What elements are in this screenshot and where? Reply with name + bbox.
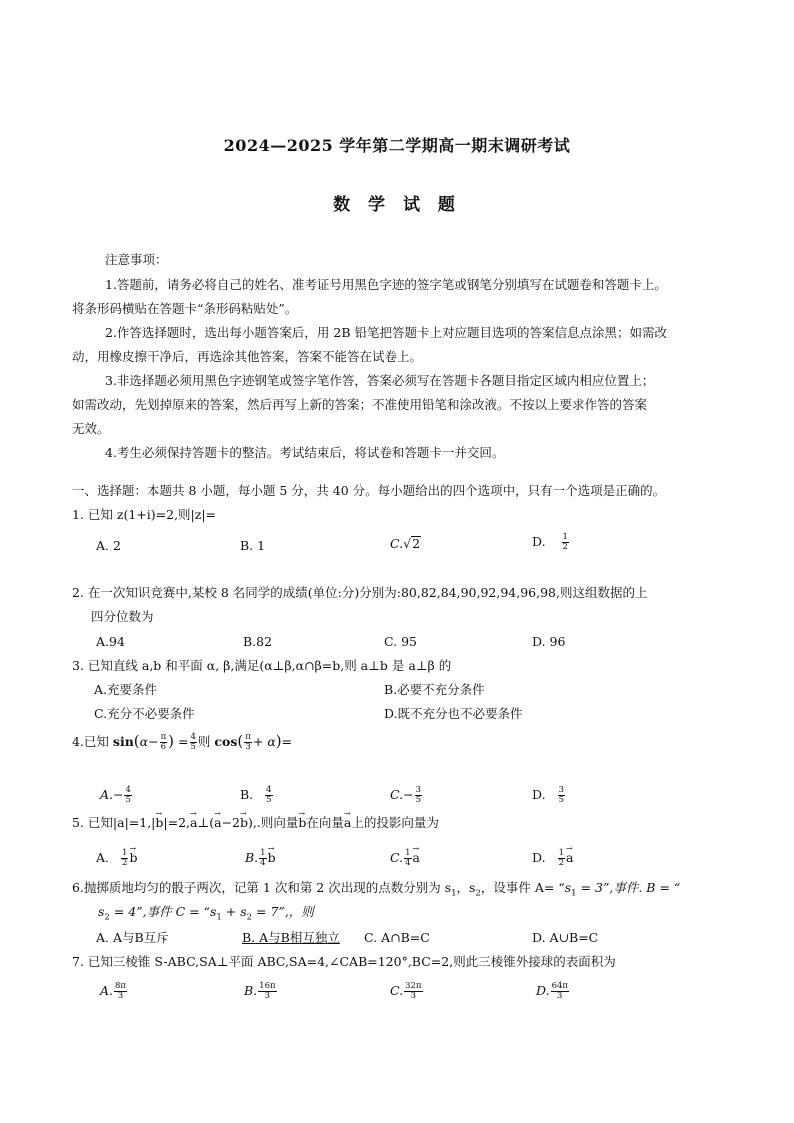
numerator: 1 <box>122 848 128 858</box>
denominator: 5 <box>415 795 421 805</box>
q6-text-7: = 7”,，则 <box>252 904 314 919</box>
q5-option-d <box>532 849 573 868</box>
notice-item-2-line-1: 2.作答选择题时，选出每小题答案后，用 2B 铅笔把答题卡上对应题目选项的答案信息点涂黑；如需改 <box>105 325 668 340</box>
vector-a: → a <box>413 849 420 867</box>
subscript: 2 <box>104 912 110 923</box>
vector-b: → b <box>298 814 306 832</box>
denominator: 3 <box>117 991 124 1001</box>
question-2-stem-line-2: 四分位数为 <box>91 609 154 624</box>
numerator: π <box>160 732 167 742</box>
q6-option-d: D. A∪B=C <box>532 930 599 945</box>
q6-text-3: ，设事件 A= “ <box>480 880 565 895</box>
q6-option-a: A. A与B互斥 <box>96 930 169 945</box>
denominator: 5 <box>125 795 131 805</box>
q1-option-d <box>532 533 570 552</box>
q4-option-c-fraction <box>415 786 422 805</box>
q2-option-b: B.82 <box>243 634 273 649</box>
denominator: 5 <box>190 742 196 752</box>
vector-b: → b <box>155 814 163 832</box>
question-3-stem: 3. 已知直线 a,b 和平面 α, β,满足(α⊥β,α∩β=b,则 a⊥b 是 a⊥β 的 <box>72 658 452 673</box>
q5-text-4: −2 <box>221 815 241 830</box>
subscript: 2 <box>246 912 253 923</box>
q4-option-c-label: C.− <box>390 787 414 802</box>
q7-option-a-label: A. <box>100 983 114 998</box>
q4-alpha-minus: α− <box>139 734 159 749</box>
q7-option-d-label: D. <box>536 983 550 998</box>
denominator: 2 <box>122 858 128 868</box>
q4-option-a <box>100 786 133 805</box>
numerator: π <box>245 732 251 742</box>
question-1-stem: 1. 已知 z(1+i)=2,则|z|= <box>72 507 217 522</box>
denominator: 2 <box>562 542 568 552</box>
q7-option-b-label: B. <box>244 983 258 998</box>
q2-option-c: C. 95 <box>384 634 417 649</box>
denominator: 5 <box>558 795 564 805</box>
q5-option-b-label: B. <box>245 850 259 865</box>
q4-cos: cos <box>214 734 238 749</box>
denominator: 3 <box>410 991 416 1001</box>
q6-text-2: ，s <box>456 880 476 895</box>
numerator: 1 <box>558 848 564 858</box>
vector-a: → a <box>344 814 351 832</box>
q4-option-d <box>532 786 566 805</box>
vector-a: → a <box>190 814 197 832</box>
denominator: 4 <box>260 858 266 868</box>
notice-item-3-line-1: 3.非选择题必须用黑色字迹钢笔或签字笔作答，答案必须写在答题卡各题目指定区域内相应位置上； <box>105 373 655 388</box>
q1-option-c <box>390 535 421 553</box>
q5-option-b-fraction <box>259 849 266 868</box>
notice-item-1-line-2: 将条形码横贴在答题卡“条形码粘贴处”。 <box>72 301 298 316</box>
q6-option-b-text: B. A与B相互独立 <box>242 930 340 945</box>
q5-text-2: |=2, <box>163 815 191 830</box>
notice-item-3-line-2: 如需改动，先划掉原来的答案，然后再写上新的答案；不准使用铅笔和涂改液。不按以上要求作答的答案 <box>72 397 648 412</box>
denominator: 2 <box>558 858 564 868</box>
q5-option-c <box>390 849 420 868</box>
notice-item-4: 4.考生必须保持答题卡的整洁。考试结束后，将试卷和答题卡一并交回。 <box>105 445 505 460</box>
q5-text-1: 5. 已知|a|=1,| <box>72 815 156 830</box>
q6-option-b <box>242 929 340 947</box>
q3-option-b: B.必要不充分条件 <box>384 682 485 697</box>
q1-option-c-label: C. <box>390 536 404 551</box>
q6-option-c: C. A∩B=C <box>364 930 430 945</box>
q6-text-5: = 4”,事件 <box>109 904 172 919</box>
vector-b: → b <box>240 814 248 832</box>
notice-item-3-line-3: 无效。 <box>72 421 110 436</box>
notice-item-1-line-1: 1.答题前，请务必将自己的姓名、准考证号用黑色字迹的签字笔或钢笔分别填写在试题卷和答题卡上。 <box>105 277 667 292</box>
q4-four-fifths <box>190 733 197 752</box>
denominator: 5 <box>266 795 272 805</box>
q7-option-a <box>100 982 128 1001</box>
q7-option-c <box>390 982 424 1001</box>
q4-option-b-label: B. <box>240 787 254 802</box>
q1-option-a: A. 2 <box>96 538 121 553</box>
q3-option-c: C.充分不必要条件 <box>94 706 195 721</box>
q4-option-b-fraction <box>265 786 272 805</box>
q1-option-b: B. 1 <box>240 538 266 553</box>
numerator: 3 <box>415 785 421 795</box>
q6-event-c: C = “s <box>175 904 217 919</box>
sqrt-sign: √ <box>403 536 412 551</box>
question-6-stem-line-1 <box>72 879 680 903</box>
q2-option-a: A.94 <box>96 634 125 649</box>
denominator: 3 <box>264 991 271 1001</box>
q4-then: 则 <box>197 734 211 749</box>
numerator: 64π <box>551 981 568 991</box>
numerator: 32π <box>405 981 422 991</box>
q4-option-c <box>390 786 423 805</box>
q5-option-a <box>96 849 137 868</box>
q7-option-d <box>536 982 570 1001</box>
q7-option-a-fraction <box>114 982 127 1001</box>
q5-option-c-fraction <box>404 849 411 868</box>
q7-option-b-fraction <box>258 982 276 1001</box>
q5-text-5: ),.则向量 <box>248 815 299 830</box>
q4-option-b <box>240 786 274 805</box>
q4-option-a-fraction <box>124 786 131 805</box>
q5-option-d-fraction <box>558 849 565 868</box>
q7-option-c-label: C. <box>390 983 404 998</box>
numerator: 3 <box>558 785 564 795</box>
numerator: 4 <box>125 785 131 795</box>
q4-sin: sin <box>112 734 134 749</box>
q4-option-a-label: A.− <box>100 787 124 802</box>
q6-event-b: B = “ <box>646 880 681 895</box>
q6-text-4: = 3”,事件. <box>576 880 643 895</box>
q1-option-d-label: D. <box>532 534 546 549</box>
q7-option-b <box>244 982 278 1001</box>
q4-pi-over-3 <box>244 733 252 752</box>
q4-prefix: 4.已知 <box>72 734 109 749</box>
section-1-heading: 一、选择题：本题共 8 小题，每小题 5 分，共 40 分。每小题给出的四个选项中，只有一个选项是正确的。 <box>72 483 666 498</box>
denominator: 4 <box>405 858 411 868</box>
numerator: 1 <box>405 848 411 858</box>
numerator: 4 <box>266 785 272 795</box>
q1-option-c-radicand: 2 <box>412 536 421 551</box>
vector-b: → b <box>129 849 137 867</box>
q7-option-d-fraction <box>551 982 569 1001</box>
q5-text-7: 上的投影向量为 <box>351 815 439 830</box>
q5-option-c-label: C. <box>390 850 404 865</box>
numerator: 1 <box>260 848 266 858</box>
numerator: 16π <box>259 981 276 991</box>
subscript: 1 <box>571 888 577 899</box>
question-4-stem: 4.已知 sin(α− $\frac{\pi}{6}$ ) = $\frac{4}{5}$ 则 cos( $\frac{\pi}{3}$ + α)= <box>72 732 293 752</box>
vector-a: → a <box>214 814 221 832</box>
q4-option-d-fraction <box>558 786 565 805</box>
notice-heading: 注意事项： <box>105 252 168 267</box>
question-6-stem-line-2 <box>98 903 314 927</box>
q4-option-d-label: D. <box>532 787 546 802</box>
numerator: 1 <box>562 532 568 542</box>
q4-pi-over-6 <box>160 733 168 752</box>
q5-text-6: 在向量 <box>306 815 344 830</box>
subscript: 2 <box>475 888 481 899</box>
notice-item-2-line-2: 动，用橡皮擦干净后，再选涂其他答案，答案不能答在试卷上。 <box>72 349 423 364</box>
q5-option-b <box>245 849 276 868</box>
q2-option-d: D. 96 <box>532 634 566 649</box>
q1-option-d-fraction <box>562 533 569 552</box>
denominator: 3 <box>557 991 563 1001</box>
numerator: 8π <box>115 981 127 991</box>
subscript: 1 <box>216 912 222 923</box>
denominator: 6 <box>160 742 167 752</box>
exam-title: 2024—2025 学年第二学期高一期末调研考试 <box>223 136 571 155</box>
vector-b: → b <box>268 849 276 867</box>
q3-option-a: A.充要条件 <box>94 682 158 697</box>
denominator: 3 <box>245 742 251 752</box>
numerator: 4 <box>190 732 196 742</box>
q6-text-1: 6.抛掷质地均匀的骰子两次，记第 1 次和第 2 次出现的点数分别为 s <box>72 880 452 895</box>
vector-a: → a <box>566 849 573 867</box>
q5-option-d-label: D. <box>532 850 546 865</box>
q6-s: s <box>564 880 572 895</box>
question-7-stem: 7. 已知三棱锥 S-ABC,SA⊥平面 ABC,SA=4,∠CAB=120°,BC=2,则此三棱锥外接球的表面积为 <box>72 954 616 969</box>
q4-plus-alpha: + α <box>252 734 276 749</box>
subscript: 1 <box>451 888 457 899</box>
q6-s: s <box>98 904 105 919</box>
q6-text-6: + s <box>221 904 247 919</box>
question-2-stem-line-1: 2. 在一次知识竞赛中,某校 8 名同学的成绩(单位:分)分别为:80,82,84,90,92,94,96,98,则这组数据的上 <box>72 585 648 600</box>
question-5-stem <box>72 814 439 832</box>
q4-equals: = <box>281 734 293 749</box>
q3-option-d: D.既不充分也不必要条件 <box>384 706 523 721</box>
q5-text-3: ⊥( <box>197 815 215 830</box>
q7-option-c-fraction <box>404 982 422 1001</box>
subject-title: 数 学 试 题 <box>333 195 461 215</box>
q5-option-a-label: A. <box>96 850 110 865</box>
q5-option-a-fraction <box>121 849 128 868</box>
